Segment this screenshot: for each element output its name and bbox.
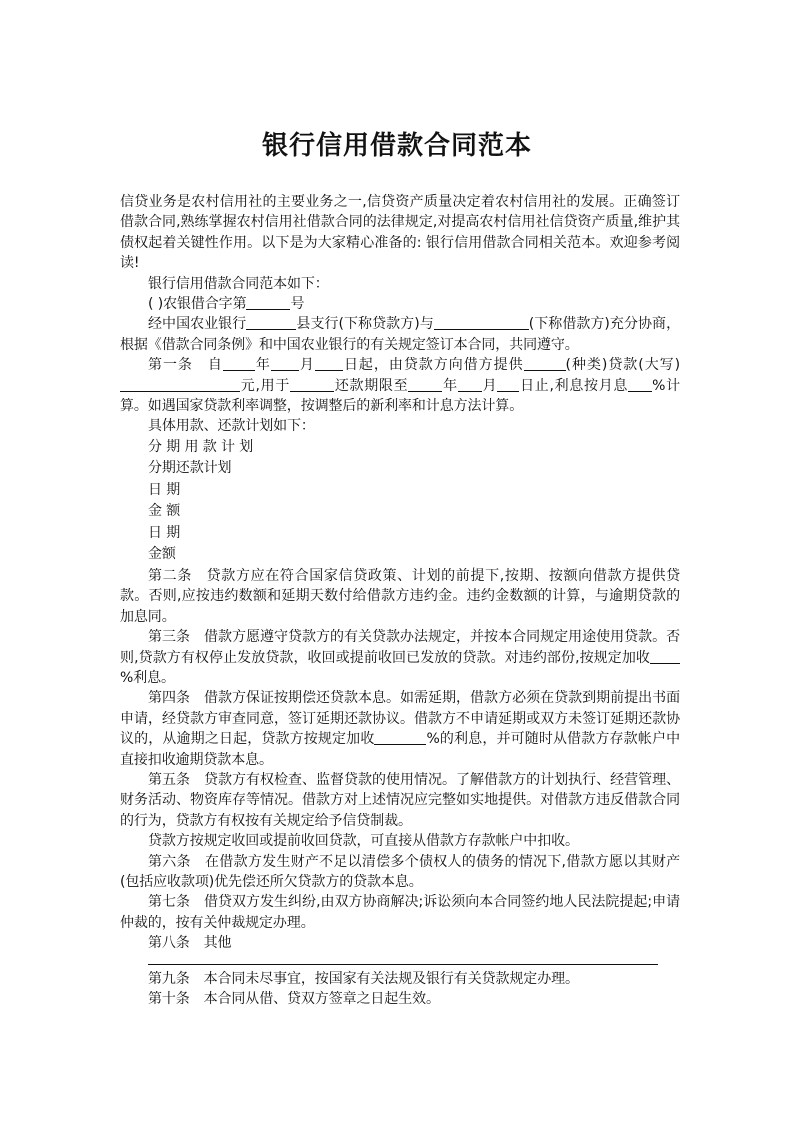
contract-number-prefix: ( )农银借合字第 [148, 296, 247, 313]
article-9: 第九条 本合同未尽事宜，按国家有关法规及银行有关贷款规定办理。 [148, 970, 579, 987]
start-day-blank [315, 356, 343, 371]
article-5-supplement: 贷款方按规定收回或提前收回贷款，可直接从借款方存款帐户中扣收。 [148, 833, 579, 850]
article-1-text-3: (种类)贷款(大写) [565, 357, 680, 374]
article-8: 第八条 其他 [148, 935, 232, 952]
article-1-text: 第一条 自 [148, 357, 223, 374]
article-1-month-2: 月 [481, 377, 498, 394]
parties-text-2: 县支行(下称贷款方)与 [296, 316, 434, 333]
article-4-text: 第四条 借款方保证按期偿还贷款本息。如需延期，借款方必须在贷款到期前提出书面申请，经贷款方审查同意，签订延期还款协议。借款方不申请延期或双方未签订延期还款协议的，从逾期之日起，贷款方按规定加收 [120, 690, 680, 748]
article-4-text-2: %的利息，并可随时从借款方存款帐户中直接扣收逾期贷款本息。 [120, 731, 680, 768]
county-branch-blank [246, 315, 296, 330]
article-6: 第六条 在借款方发生财产不足以清偿多个债权人的债务的情况下,借款方愿以其财产(包括应收款项)优先偿还所欠贷款方的贷款本息。 [120, 853, 680, 890]
monthly-rate-blank [628, 377, 652, 392]
article-1-text-6: 日止,利息按月息 [519, 377, 629, 394]
article-1-year: 年 [254, 357, 271, 374]
article-5: 第五条 贷款方有权检查、监督贷款的使用情况。了解借款方的计划执行、经营管理、财务活动、物资库存等情况。借款方对上述情况应完整如实地提供。对借款方违反借款合同的行为，贷款方有权按有关规定给予信贷制裁。 [120, 771, 680, 829]
article-8-blank-line [148, 964, 658, 965]
article-1-month: 月 [298, 357, 315, 374]
start-month-blank [271, 356, 299, 371]
article-1-year-2: 年 [442, 377, 458, 394]
contract-number-line [120, 294, 680, 314]
article-1 [120, 355, 680, 416]
plan-line-3: 日 期 [148, 481, 181, 498]
article-1-text-2: 日起，由贷款方向借方提供 [342, 357, 524, 374]
article-4 [120, 688, 680, 770]
article-1-text-4: 元,用于 [240, 377, 291, 394]
parties-text-3: (下称借款方)充分协商，根据《借款合同条例》和中国农业银行的有关规定签订本合同，共同遵守。 [120, 316, 680, 353]
article-3-text-2: %利息。 [120, 669, 175, 686]
document-body [120, 192, 680, 1009]
overdue-rate-blank [374, 730, 426, 745]
due-year-blank [408, 377, 442, 392]
intro-paragraph: 信贷业务是农村信用社的主要业务之一,信贷资产质量决定着农村信用社的发展。正确签订借款合同,熟练掌握农村信用社借款合同的法律规定,对提高农村信用社信贷资产质量,维护其债权起着关键性作用。以下是为大家精心准备的: 银行信用借款合同相关范本。欢迎参考阅读! [120, 194, 680, 272]
due-month-blank [458, 377, 482, 392]
plan-line-4: 金 额 [148, 503, 181, 520]
subtitle-line: 银行信用借款合同范本如下： [148, 275, 329, 292]
plan-line-1: 分 期 用 款 计 划 [148, 438, 254, 455]
parties-text-1: 经中国农业银行 [148, 316, 247, 333]
article-1-text-7: %计算。如遇国家贷款利率调整，按调整后的新利率和计息方法计算。 [120, 377, 681, 415]
amount-blank [120, 377, 240, 392]
article-1-text-5: 还款期限至 [334, 377, 409, 394]
plan-line-5: 日 期 [148, 524, 181, 541]
article-3 [120, 627, 680, 688]
plan-intro: 具体用款、还款计划如下： [148, 418, 315, 435]
document-title: 银行信用借款合同范本 [261, 131, 532, 161]
due-day-blank [497, 377, 519, 392]
plan-line-6: 金额 [148, 546, 176, 563]
borrower-name-blank [434, 315, 529, 330]
loan-type-blank [524, 356, 566, 371]
start-year-blank [223, 356, 255, 371]
contract-number-suffix: 号 [290, 296, 305, 313]
penalty-rate-blank [650, 649, 680, 664]
contract-number-blank [246, 295, 290, 310]
plan-line-2: 分期还款计划 [148, 460, 232, 477]
article-2: 第二条 贷款方应在符合国家信贷政策、计划的前提下,按期、按额向借款方提供贷款。否则,应按违约数额和延期天数付给借款方违约金。违约金数额的计算，与逾期贷款的加息同。 [120, 567, 680, 625]
article-3-text: 第三条 借款方愿遵守贷款方的有关贷款办法规定，并按本合同规定用途使用贷款。否则,贷款方有权停止发放贷款，收回或提前收回已发放的贷款。对违约部份,按规定加收 [120, 629, 680, 666]
purpose-blank [290, 377, 334, 392]
parties-paragraph [120, 314, 680, 355]
article-10: 第十条 本合同从借、贷双方签章之日起生效。 [148, 991, 440, 1007]
article-7: 第七条 借贷双方发生纠纷,由双方协商解决;诉讼须向本合同签约地人民法院提起;申请仲裁的，按有关仲裁规定办理。 [120, 894, 680, 931]
